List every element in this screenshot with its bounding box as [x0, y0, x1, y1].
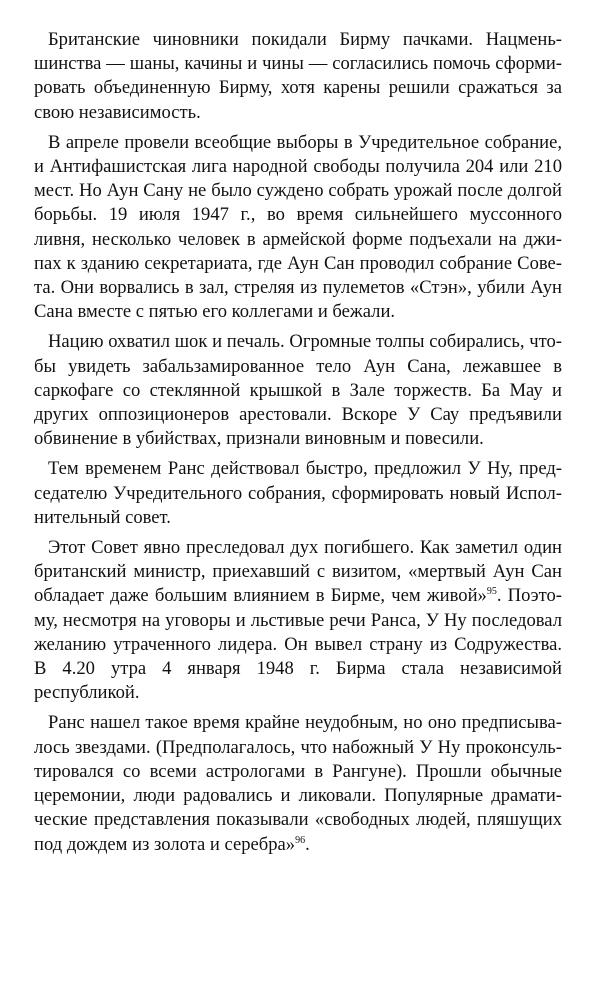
paragraph-1-text: Британские чиновники покидали Бирму пачками. Нацменьшинства — шаны, качины и чины — согласились помочь сформировать объединенную Бирму, хотя карены решили сражаться за свою независимость.: [34, 29, 562, 123]
footnote-marker-96: 96: [295, 834, 306, 846]
paragraph-6-text-after: .: [305, 833, 310, 855]
paragraph-4: [34, 457, 562, 530]
paragraph-6: [34, 711, 562, 856]
paragraph-1: [34, 28, 562, 125]
paragraph-2: [34, 131, 562, 325]
paragraph-5-text-after: . Поэтому, несмотря на уговоры и льстивые речи Ранса, У Ну последовал желанию утраченного лидера. Он вывел страну из Содружества. В 4.20 утра 4 января 1948 г. Бирма стала независимой республикой.: [34, 585, 562, 704]
paragraph-5-text-before: Этот Совет явно преследовал дух погибшего. Как заметил один британский министр, приехавший с визитом, «мертвый Аун Сан обладает даже большим влиянием в Бирме, чем живой»: [34, 537, 562, 607]
paragraph-4-text: Тем временем Ранс действовал быстро, предложил У Ну, председателю Учредительного собрания, сформировать новый Исполнительный совет.: [34, 458, 562, 528]
paragraph-3: [34, 330, 562, 451]
paragraph-3-text: Нацию охватил шок и печаль. Огромные толпы собирались, чтобы увидеть забальзамированное тело Аун Сана, лежавшее в саркофаге со стеклянной крышкой в Зале торжеств. Ба Мау и других оппозиционеров арестовали. Вскоре У Сау предъявили обвинение в убийствах, признали виновным и повесили.: [34, 331, 562, 450]
page-text: [34, 28, 562, 863]
paragraph-6-text-before: Ранс нашел такое время крайне неудобным, но оно предписывалось звездами. (Предполагалось, что набожный У Ну проконсультировался со всеми астрологами в Рангуне). Прошли обычные церемонии, люди радовались и ликовали. Популярные драматические представления показывали «свободных людей, пляшущих под дождем из золота и серебра»: [34, 712, 562, 855]
paragraph-2-text: В апреле провели всеобщие выборы в Учредительное собрание, и Антифашистская лига народной свободы получила 204 или 210 мест. Но Аун Сану не было суждено собрать урожай после долгой борьбы. 19 июля 1947 г., во время сильнейшего муссонного ливня, несколько человек в армейской форме подъехали на джипах к зданию секретариата, где Аун Сан проводил собрание Совета. Они ворвались в зал, стреляя из пулеметов «Стэн», убили Аун Сана вместе с пятью его коллегами и бежали.: [34, 131, 562, 323]
footnote-marker-95: 95: [486, 586, 497, 598]
paragraph-5: [34, 536, 562, 705]
